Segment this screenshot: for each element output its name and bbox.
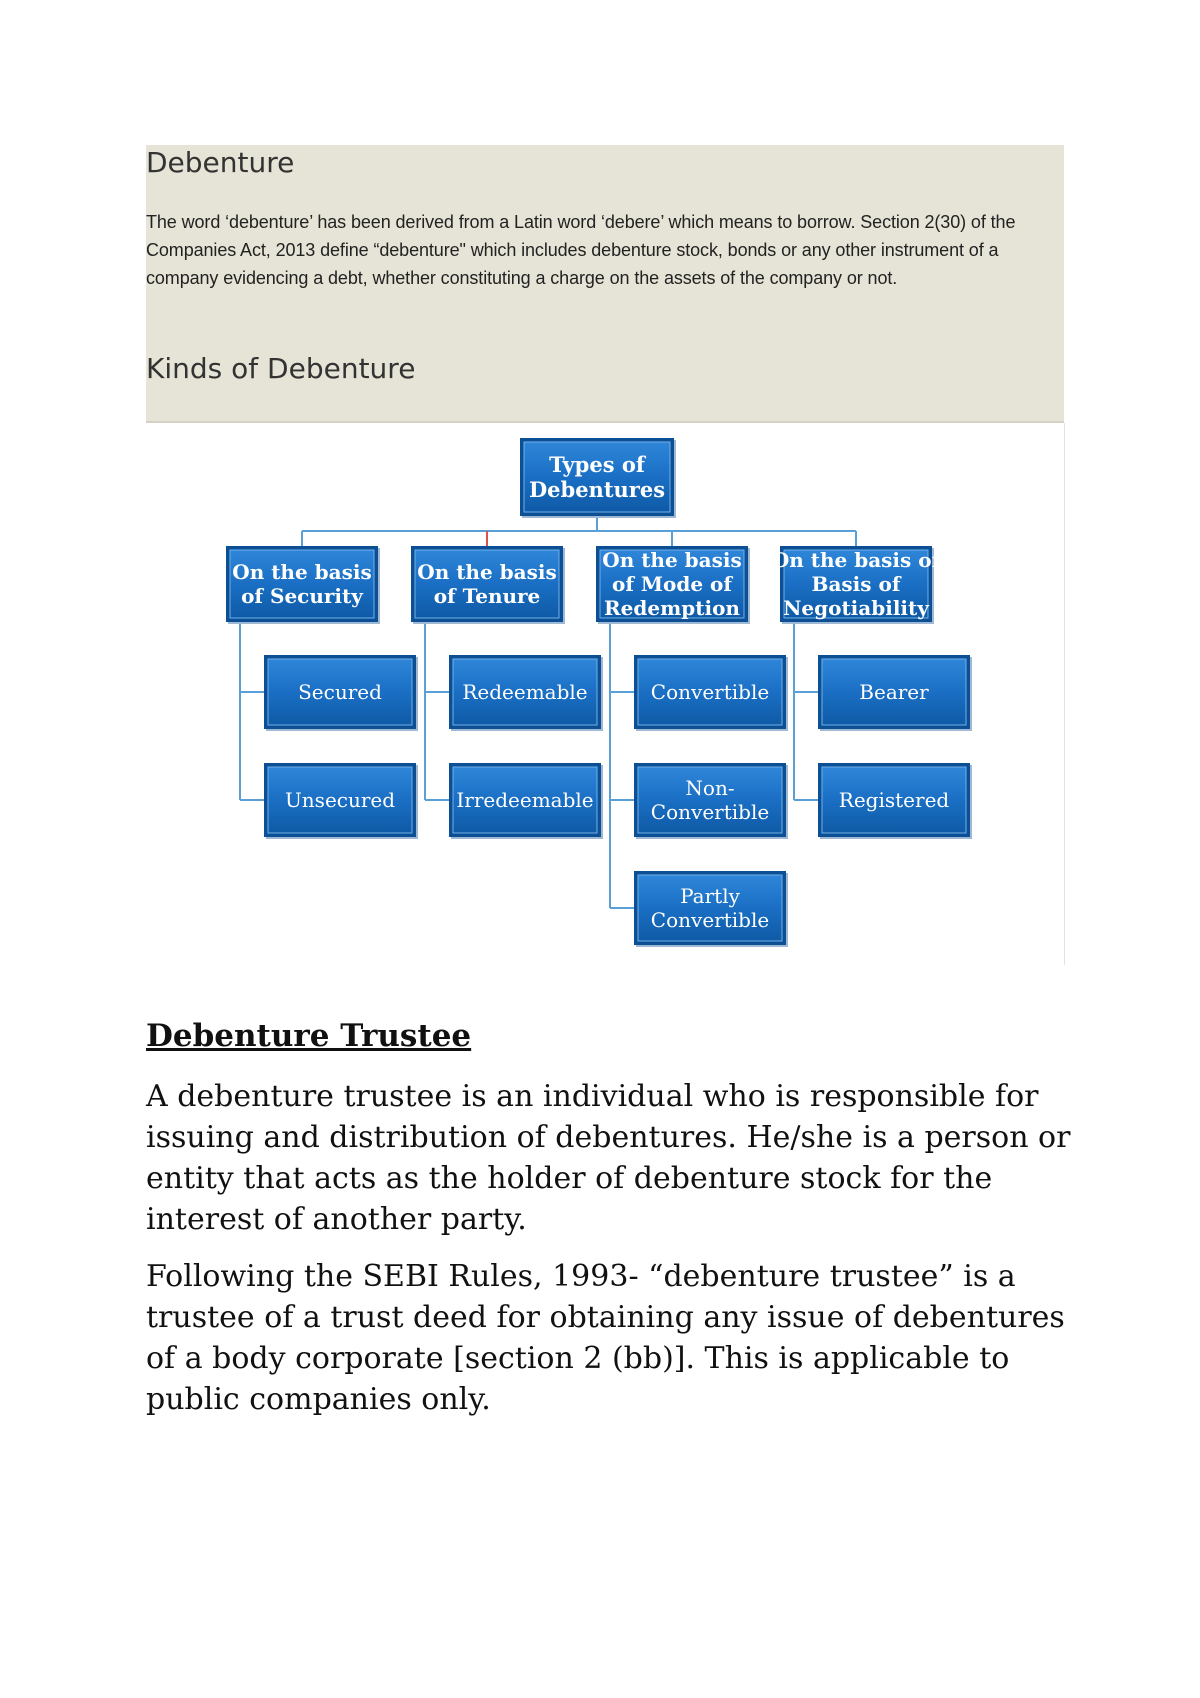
- kinds-heading: Kinds of Debenture: [146, 352, 416, 385]
- child-node-4-1: [818, 655, 972, 731]
- child-node-3-2-label: Non-: [685, 776, 735, 800]
- category-node-3-label: Redemption: [604, 596, 740, 620]
- root-node-label: Types of: [549, 451, 645, 477]
- child-node-4-2: [818, 763, 972, 839]
- category-node-4: [772, 546, 942, 624]
- trustee-paragraph-1: A debenture trustee is an individual who is responsible for issuing and distribution of debentures. He/she is a person or entity that acts as the holder of debenture stock for the interest of another party.: [146, 1079, 1071, 1237]
- trustee-paragraph-2: Following the SEBI Rules, 1993- “debenture trustee” is a trustee of a trust deed for obtaining any issue of debentures of a body corporate [section 2 (bb)]. This is applicable to public companies only.: [146, 1259, 1065, 1417]
- child-node-2-1-label: Redeemable: [462, 680, 588, 704]
- category-node-3: [596, 546, 750, 624]
- intro-paragraph: The word ‘debenture’ has been derived from a Latin word ‘debere’ which means to borrow. Section 2(30) of the Companies Act, 2013 define “debenture" which includes debenture stock, bonds or any other instrument of a company evidencing a debt, whether constituting a charge on the assets of the company or not.: [146, 212, 1016, 288]
- child-node-2-2-label: Irredeemable: [456, 788, 594, 812]
- page-title: Debenture: [146, 146, 295, 179]
- child-node-1-1-label: Secured: [298, 680, 382, 704]
- child-node-3-2-label: Convertible: [650, 800, 770, 824]
- child-node-3-3-label: Convertible: [650, 908, 770, 932]
- child-node-3-1-label: Convertible: [650, 680, 770, 704]
- child-node-4-1-label: Bearer: [859, 680, 929, 704]
- child-node-4-2-label: Registered: [838, 788, 950, 812]
- child-node-3-2: [634, 763, 788, 839]
- child-node-3-3: [634, 871, 788, 947]
- types-diagram-svg: [146, 423, 1064, 965]
- child-node-1-2-label: Unsecured: [284, 788, 396, 812]
- category-node-4-label: Negotiability: [783, 596, 929, 620]
- child-node-3-1: [634, 655, 788, 731]
- types-diagram: [146, 423, 1065, 965]
- root-node-label: Debentures: [528, 476, 666, 502]
- category-node-4-label: Basis of: [811, 572, 901, 596]
- category-node-2: [411, 546, 565, 624]
- category-node-1: [226, 546, 380, 624]
- trustee-heading: Debenture Trustee: [146, 1018, 472, 1054]
- child-node-2-2: [449, 763, 603, 839]
- category-node-2-label: On the basis: [417, 560, 557, 584]
- category-node-2-label: of Tenure: [433, 584, 541, 608]
- category-node-3-label: of Mode of: [612, 572, 732, 596]
- category-node-3-label: On the basis: [602, 548, 742, 572]
- category-node-1-label: On the basis: [232, 560, 372, 584]
- category-node-4-label: On the basis of: [771, 548, 941, 572]
- category-node-1-label: of Security: [241, 584, 363, 608]
- child-node-3-3-label: Partly: [680, 884, 740, 908]
- child-node-2-1: [449, 655, 603, 731]
- child-node-1-2: [264, 763, 418, 839]
- root-node: [520, 438, 676, 518]
- child-node-1-1: [264, 655, 418, 731]
